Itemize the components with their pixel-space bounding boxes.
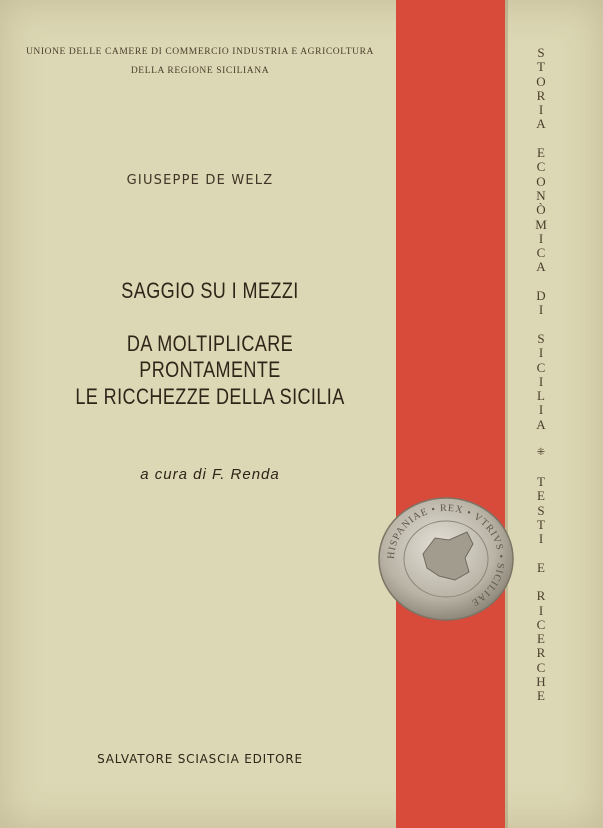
series-letter: A xyxy=(536,116,548,132)
series-letter: E xyxy=(537,631,547,647)
series-letter: T xyxy=(537,516,547,532)
series-letter: M xyxy=(535,216,549,232)
series-letter: S xyxy=(537,330,547,346)
series-letter: D xyxy=(536,288,548,304)
series-letter: E xyxy=(537,488,547,504)
series-letter: C xyxy=(536,359,548,375)
series-letter: S xyxy=(537,502,547,518)
series-letter: R xyxy=(536,87,548,103)
series-letter: I xyxy=(538,302,546,318)
series-letter: I xyxy=(538,345,546,361)
series-vertical-title xyxy=(522,46,562,704)
editor-credit: a cura di F. Renda xyxy=(140,466,280,483)
series-letter: A xyxy=(536,259,548,275)
series-letter: S xyxy=(537,45,547,60)
title-line-3: LE RICCHEZZE DELLA SICILIA xyxy=(75,384,345,409)
series-letter: Ò xyxy=(536,202,548,218)
coin-emblem xyxy=(377,496,515,622)
series-letter: I xyxy=(538,602,546,618)
series-separator: ⁜ xyxy=(536,447,548,459)
series-letter: I xyxy=(538,102,546,118)
series-letter: R xyxy=(536,645,548,661)
series-letter: R xyxy=(536,588,548,604)
author-name: GIUSEPPE DE WELZ xyxy=(126,173,274,188)
series-letter: E xyxy=(537,559,547,575)
series-letter: C xyxy=(536,659,548,675)
series-letter: C xyxy=(536,245,548,261)
series-letter: E xyxy=(537,688,547,704)
coin-legend: HISPANIAE • REX • VTRIVS • SICILIAE xyxy=(385,502,507,609)
series-letter: A xyxy=(536,416,548,432)
series-letter: L xyxy=(537,388,547,404)
series-letter: T xyxy=(537,473,547,489)
series-letter: C xyxy=(536,159,548,175)
series-letter: T xyxy=(537,59,547,75)
series-letter: H xyxy=(536,674,548,690)
series-letter: C xyxy=(536,616,548,632)
series-letter: I xyxy=(538,373,546,389)
series-letter: E xyxy=(537,145,547,161)
title-line-1: SAGGIO SU I MEZZI xyxy=(121,278,299,303)
header-line-2: DELLA REGIONE SICILIANA xyxy=(130,66,270,76)
publisher-name: SALVATORE SCIASCIA EDITORE xyxy=(97,752,303,766)
series-letter: O xyxy=(536,173,548,189)
series-letter: O xyxy=(536,73,548,89)
series-letter: I xyxy=(538,531,546,547)
cover-fold xyxy=(505,0,508,828)
header-line-1: UNIONE DELLE CAMERE DI COMMERCIO INDUSTRIA E AGRICOLTURA xyxy=(25,47,375,57)
series-letter: I xyxy=(538,402,546,418)
series-letter: I xyxy=(538,230,546,246)
title-line-2: DA MOLTIPLICARE PRONTAMENTE xyxy=(126,331,294,382)
red-band xyxy=(396,0,505,828)
series-letter: N xyxy=(536,187,548,203)
